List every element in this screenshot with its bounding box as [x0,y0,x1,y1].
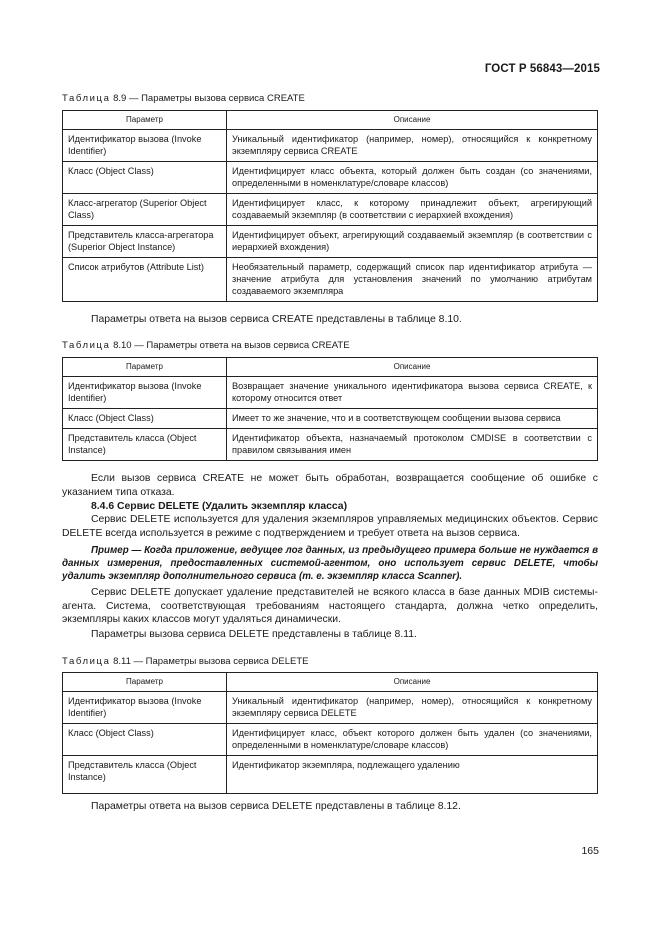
desc-cell: Возвращает значение уникального идентификатора вызова сервиса CREATE, к которому относится ответ [227,377,598,409]
desc-cell: Идентифицирует класс, объект которого должен быть удален (со значениями, определенными в номенклатуре/словаре классов) [227,724,598,756]
table-row [63,429,598,461]
table-row [63,258,598,302]
paragraph-create-error: Если вызов сервиса CREATE не может быть обработан, возвращается сообщение об ошибке с указанием типа отказа. [62,473,598,498]
table-row [63,194,598,226]
paragraph-delete-call-ref: Параметры вызова сервиса DELETE представлены в таблице 8.11. [91,629,417,640]
param-cell: Класс (Object Class) [63,162,227,194]
table-8-9 [62,110,598,302]
column-header-desc: Описание [227,673,598,692]
paragraph-delete-response-ref: Параметры ответа на вызов сервиса DELETE представлены в таблице 8.12. [91,801,461,812]
param-cell: Класс-агрегатор (Superior Object Class) [63,194,227,226]
table-row [63,162,598,194]
param-cell: Класс (Object Class) [63,724,227,756]
desc-cell: Необязательный параметр, содержащий список пар идентификатор атрибута — значение атрибута для установления значений по умолчанию атрибутам создаваемого экземпляра [227,258,598,302]
caption-prefix: Таблица [62,93,111,104]
table-8-11 [62,672,598,794]
table-header-row [63,111,598,130]
param-cell: Представитель класса (Object Instance) [63,429,227,461]
param-cell: Идентификатор вызова (Invoke Identifier) [63,130,227,162]
caption-text: 8.10 — Параметры ответа на вызов сервиса CREATE [110,340,350,351]
column-header-desc: Описание [227,111,598,130]
table-row [63,692,598,724]
desc-cell: Идентифицирует объект, агрегирующий создаваемый экземпляр (в соответствии с иерархией вхождения) [227,226,598,258]
section-heading: 8.4.6 Сервис DELETE (Удалить экземпляр класса) [91,501,348,512]
table-row [63,756,598,794]
page-number: 165 [581,845,599,857]
table-row [63,724,598,756]
desc-cell: Уникальный идентификатор (например, номер), относящийся к конкретному экземпляру сервиса CREATE [227,130,598,162]
column-header-desc: Описание [227,358,598,377]
column-header-param: Параметр [63,358,227,377]
table-header-row [63,673,598,692]
desc-cell: Уникальный идентификатор (например, номер), относящийся к конкретному экземпляру сервиса DELETE [227,692,598,724]
paragraph-create-response-ref: Параметры ответа на вызов сервиса CREATE представлены в таблице 8.10. [91,314,462,325]
desc-cell: Идентификатор экземпляра, подлежащего удалению [227,756,598,794]
caption-prefix: Таблица [62,656,111,667]
example-note: Пример — Когда приложение, ведущее лог данных, из предыдущего примера больше не нуждается в данных измерения, предоставленных системой-агентом, оно использует сервис DELETE, чтобы удалить экземпляр дополнительного сервиса (т. е. экземпляр класса Scanner). [62,545,598,582]
table-row [63,226,598,258]
table-8-10-caption [62,340,350,351]
paragraph-delete-restriction: Сервис DELETE допускает удаление представителей не всякого класса в базе данных MDIB системы-агента. Система, соответствующая требованиям настоящего стандарта, должна четко определить, экземпляры каких классов могут удаляться динамически. [62,587,598,626]
desc-cell: Идентифицирует класс, к которому принадлежит объект, агрегирующий создаваемый экземпляр (в соответствии с иерархией вхождения) [227,194,598,226]
table-row [63,130,598,162]
column-header-param: Параметр [63,111,227,130]
standard-header: ГОСТ Р 56843—2015 [484,63,600,75]
param-cell: Представитель класса (Object Instance) [63,756,227,794]
caption-text: 8.11 — Параметры вызова сервиса DELETE [110,656,309,667]
param-cell: Идентификатор вызова (Invoke Identifier) [63,692,227,724]
param-cell: Идентификатор вызова (Invoke Identifier) [63,377,227,409]
desc-cell: Идентифицирует класс объекта, который должен быть создан (со значениями, определенными в номенклатуре/словаре классов) [227,162,598,194]
table-row [63,377,598,409]
table-8-11-caption [62,656,309,667]
param-cell: Класс (Object Class) [63,409,227,429]
table-8-10 [62,357,598,461]
table-header-row [63,358,598,377]
param-cell: Список атрибутов (Attribute List) [63,258,227,302]
caption-prefix: Таблица [62,340,111,351]
column-header-param: Параметр [63,673,227,692]
desc-cell: Имеет то же значение, что и в соответствующем сообщении вызова сервиса [227,409,598,429]
table-row [63,409,598,429]
param-cell: Представитель класса-агрегатора (Superior Object Instance) [63,226,227,258]
table-8-9-caption [62,93,305,104]
caption-text: 8.9 — Параметры вызова сервиса CREATE [110,93,305,104]
desc-cell: Идентификатор объекта, назначаемый протоколом CMDISE в соответствии с правилом связывания имен [227,429,598,461]
paragraph-delete-usage: Сервис DELETE используется для удаления экземпляров управляемых медицинских объектов. Сервис DELETE всегда используется в режиме с подтверждением и требует ответа на вызов сервиса. [62,514,598,539]
